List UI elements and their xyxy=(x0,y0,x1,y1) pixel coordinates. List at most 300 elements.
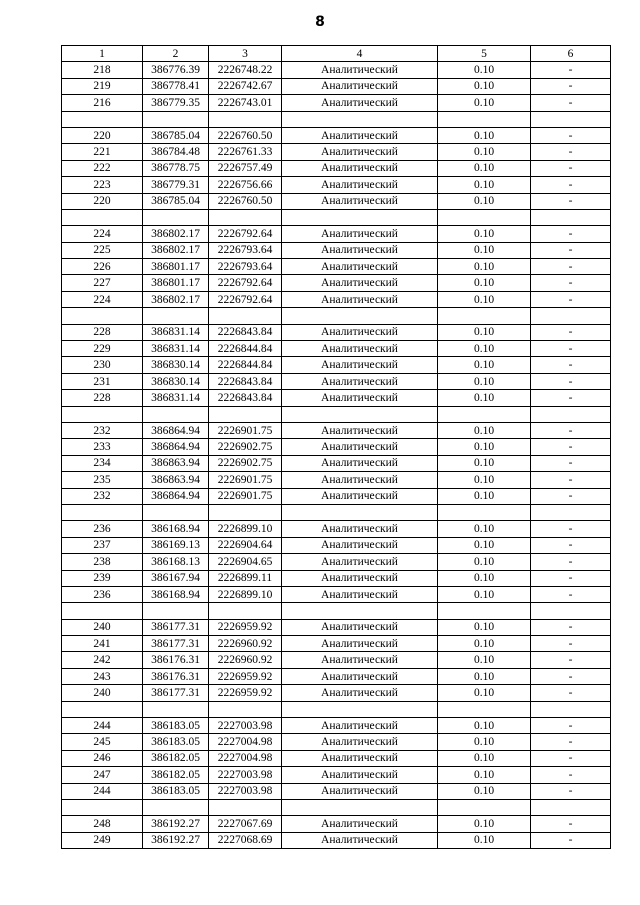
empty-cell xyxy=(282,799,438,815)
table-row xyxy=(62,750,611,766)
empty-cell xyxy=(438,799,531,815)
table-cell: - xyxy=(531,734,611,750)
table-cell: 0.10 xyxy=(438,783,531,799)
coordinates-table xyxy=(61,45,611,849)
table-cell: 2226899.10 xyxy=(209,521,282,537)
table-cell: - xyxy=(531,62,611,78)
table-cell: 2227068.69 xyxy=(209,832,282,848)
table-cell: 0.10 xyxy=(438,275,531,291)
table-cell: Аналитический xyxy=(282,652,438,668)
empty-cell xyxy=(438,308,531,324)
empty-cell xyxy=(209,308,282,324)
empty-cell xyxy=(531,111,611,127)
table-cell: Аналитический xyxy=(282,750,438,766)
table-cell: 242 xyxy=(62,652,143,668)
table-cell: 221 xyxy=(62,144,143,160)
table-cell: 386802.17 xyxy=(143,242,209,258)
empty-cell xyxy=(438,701,531,717)
table-cell: 386778.75 xyxy=(143,160,209,176)
table-row xyxy=(62,718,611,734)
table-cell: 386864.94 xyxy=(143,488,209,504)
table-row xyxy=(62,816,611,832)
table-cell: Аналитический xyxy=(282,718,438,734)
table-cell: - xyxy=(531,439,611,455)
table-row xyxy=(62,570,611,586)
table-cell: 386830.14 xyxy=(143,357,209,373)
table-cell: - xyxy=(531,488,611,504)
table-cell: - xyxy=(531,242,611,258)
table-cell: Аналитический xyxy=(282,373,438,389)
table-cell: 2226757.49 xyxy=(209,160,282,176)
table-cell: Аналитический xyxy=(282,357,438,373)
empty-cell xyxy=(143,799,209,815)
table-row xyxy=(62,619,611,635)
table-cell: 0.10 xyxy=(438,341,531,357)
table-cell: 238 xyxy=(62,554,143,570)
table-cell: 216 xyxy=(62,95,143,111)
table-cell: - xyxy=(531,832,611,848)
table-cell: Аналитический xyxy=(282,636,438,652)
table-cell: 0.10 xyxy=(438,816,531,832)
table-cell: 386801.17 xyxy=(143,275,209,291)
table-cell: Аналитический xyxy=(282,734,438,750)
table-cell: Аналитический xyxy=(282,242,438,258)
table-cell: - xyxy=(531,570,611,586)
table-cell: - xyxy=(531,193,611,209)
table-row xyxy=(62,636,611,652)
table-cell: 2226793.64 xyxy=(209,259,282,275)
column-header: 2 xyxy=(143,46,209,62)
table-cell: Аналитический xyxy=(282,62,438,78)
table-cell: 224 xyxy=(62,291,143,307)
table-cell: Аналитический xyxy=(282,472,438,488)
table-cell: 2226904.64 xyxy=(209,537,282,553)
table-cell: 386863.94 xyxy=(143,455,209,471)
table-cell: 386183.05 xyxy=(143,783,209,799)
table-cell: - xyxy=(531,685,611,701)
table-row xyxy=(62,373,611,389)
table-cell: Аналитический xyxy=(282,341,438,357)
table-cell: 0.10 xyxy=(438,439,531,455)
table-cell: 2226899.11 xyxy=(209,570,282,586)
table-cell: Аналитический xyxy=(282,570,438,586)
empty-cell xyxy=(282,701,438,717)
empty-cell xyxy=(143,111,209,127)
table-cell: 245 xyxy=(62,734,143,750)
table-cell: 235 xyxy=(62,472,143,488)
table-cell: Аналитический xyxy=(282,144,438,160)
table-cell: 0.10 xyxy=(438,750,531,766)
column-header: 6 xyxy=(531,46,611,62)
table-cell: - xyxy=(531,275,611,291)
table-cell: 2226760.50 xyxy=(209,193,282,209)
table-cell: Аналитический xyxy=(282,259,438,275)
table-cell: 386802.17 xyxy=(143,226,209,242)
table-cell: 2226902.75 xyxy=(209,455,282,471)
table-cell: 386168.94 xyxy=(143,521,209,537)
table-cell: 2226792.64 xyxy=(209,226,282,242)
table-cell: - xyxy=(531,455,611,471)
table-cell: Аналитический xyxy=(282,226,438,242)
table-row xyxy=(62,275,611,291)
table-row xyxy=(62,177,611,193)
table-cell: Аналитический xyxy=(282,521,438,537)
table-cell: - xyxy=(531,554,611,570)
table-cell: Аналитический xyxy=(282,177,438,193)
table-cell: 0.10 xyxy=(438,767,531,783)
table-cell: 0.10 xyxy=(438,636,531,652)
empty-cell xyxy=(143,406,209,422)
empty-cell xyxy=(143,603,209,619)
table-cell: 386779.31 xyxy=(143,177,209,193)
table-cell: 0.10 xyxy=(438,144,531,160)
table-cell: Аналитический xyxy=(282,439,438,455)
table-cell: 0.10 xyxy=(438,537,531,553)
group-separator-row xyxy=(62,603,611,619)
group-separator-row xyxy=(62,799,611,815)
table-cell: 386785.04 xyxy=(143,127,209,143)
table-row xyxy=(62,455,611,471)
table-cell: 386168.13 xyxy=(143,554,209,570)
empty-cell xyxy=(62,111,143,127)
table-cell: 248 xyxy=(62,816,143,832)
table-cell: 2226792.64 xyxy=(209,291,282,307)
table-cell: 0.10 xyxy=(438,373,531,389)
empty-cell xyxy=(531,308,611,324)
table-cell: 386192.27 xyxy=(143,816,209,832)
table-cell: Аналитический xyxy=(282,767,438,783)
table-cell: Аналитический xyxy=(282,668,438,684)
table-cell: 232 xyxy=(62,488,143,504)
table-cell: 225 xyxy=(62,242,143,258)
table-row xyxy=(62,127,611,143)
table-row xyxy=(62,291,611,307)
empty-cell xyxy=(209,209,282,225)
table-cell: - xyxy=(531,619,611,635)
table-row xyxy=(62,652,611,668)
empty-cell xyxy=(282,308,438,324)
table-cell: 2227004.98 xyxy=(209,750,282,766)
table-cell: 386864.94 xyxy=(143,422,209,438)
table-cell: 386831.14 xyxy=(143,324,209,340)
table-cell: 220 xyxy=(62,193,143,209)
table-cell: Аналитический xyxy=(282,783,438,799)
empty-cell xyxy=(143,504,209,520)
table-cell: - xyxy=(531,144,611,160)
table-cell: 386785.04 xyxy=(143,193,209,209)
empty-cell xyxy=(531,209,611,225)
column-header: 3 xyxy=(209,46,282,62)
table-cell: 222 xyxy=(62,160,143,176)
table-cell: 236 xyxy=(62,521,143,537)
empty-cell xyxy=(282,209,438,225)
table-cell: - xyxy=(531,177,611,193)
empty-cell xyxy=(62,701,143,717)
table-cell: 243 xyxy=(62,668,143,684)
table-cell: 386192.27 xyxy=(143,832,209,848)
table-cell: 228 xyxy=(62,390,143,406)
table-cell: 386864.94 xyxy=(143,439,209,455)
empty-cell xyxy=(62,504,143,520)
table-row xyxy=(62,62,611,78)
empty-cell xyxy=(438,504,531,520)
table-cell: 239 xyxy=(62,570,143,586)
table-cell: 226 xyxy=(62,259,143,275)
table-cell: 246 xyxy=(62,750,143,766)
table-row xyxy=(62,554,611,570)
table-cell: 2226960.92 xyxy=(209,636,282,652)
empty-cell xyxy=(282,406,438,422)
table-cell: 2226843.84 xyxy=(209,373,282,389)
group-separator-row xyxy=(62,701,611,717)
table-cell: 2226844.84 xyxy=(209,341,282,357)
table-row xyxy=(62,341,611,357)
table-cell: 2226904.65 xyxy=(209,554,282,570)
group-separator-row xyxy=(62,504,611,520)
table-cell: Аналитический xyxy=(282,619,438,635)
table-cell: 2226756.66 xyxy=(209,177,282,193)
table-cell: 0.10 xyxy=(438,177,531,193)
empty-cell xyxy=(282,603,438,619)
table-row xyxy=(62,472,611,488)
table-cell: - xyxy=(531,226,611,242)
table-cell: Аналитический xyxy=(282,95,438,111)
table-cell: 0.10 xyxy=(438,226,531,242)
table-cell: 224 xyxy=(62,226,143,242)
table-cell: 0.10 xyxy=(438,619,531,635)
table-cell: 244 xyxy=(62,783,143,799)
table-cell: 0.10 xyxy=(438,242,531,258)
table-cell: Аналитический xyxy=(282,160,438,176)
table-cell: 386784.48 xyxy=(143,144,209,160)
table-cell: Аналитический xyxy=(282,816,438,832)
table-cell: Аналитический xyxy=(282,78,438,94)
table-cell: 2227003.98 xyxy=(209,718,282,734)
table-cell: 386177.31 xyxy=(143,685,209,701)
table-row xyxy=(62,767,611,783)
table-cell: Аналитический xyxy=(282,455,438,471)
table-cell: 0.10 xyxy=(438,324,531,340)
table-cell: - xyxy=(531,390,611,406)
empty-cell xyxy=(209,111,282,127)
table-cell: 386778.41 xyxy=(143,78,209,94)
empty-cell xyxy=(209,603,282,619)
table-cell: 386167.94 xyxy=(143,570,209,586)
empty-cell xyxy=(143,701,209,717)
table-cell: 230 xyxy=(62,357,143,373)
table-cell: 2227003.98 xyxy=(209,767,282,783)
table-row xyxy=(62,439,611,455)
empty-cell xyxy=(438,209,531,225)
table-row xyxy=(62,357,611,373)
table-row xyxy=(62,78,611,94)
column-header: 4 xyxy=(282,46,438,62)
table-cell: 2226901.75 xyxy=(209,488,282,504)
table-row xyxy=(62,259,611,275)
table-cell: 2227067.69 xyxy=(209,816,282,832)
table-cell: 386182.05 xyxy=(143,750,209,766)
table-cell: - xyxy=(531,668,611,684)
table-cell: 240 xyxy=(62,619,143,635)
empty-cell xyxy=(62,308,143,324)
table-cell: 2226743.01 xyxy=(209,95,282,111)
table-header-row xyxy=(62,46,611,62)
column-header: 1 xyxy=(62,46,143,62)
empty-cell xyxy=(209,406,282,422)
table-cell: 386176.31 xyxy=(143,668,209,684)
table-cell: 2226899.10 xyxy=(209,586,282,602)
table-cell: 0.10 xyxy=(438,291,531,307)
table-cell: 0.10 xyxy=(438,668,531,684)
table-cell: 227 xyxy=(62,275,143,291)
group-separator-row xyxy=(62,209,611,225)
table-cell: - xyxy=(531,816,611,832)
table-cell: 2226960.92 xyxy=(209,652,282,668)
table-cell: 220 xyxy=(62,127,143,143)
table-cell: - xyxy=(531,259,611,275)
table-cell: 2226901.75 xyxy=(209,472,282,488)
table-row xyxy=(62,734,611,750)
table-cell: - xyxy=(531,783,611,799)
table-cell: 231 xyxy=(62,373,143,389)
group-separator-row xyxy=(62,406,611,422)
table-row xyxy=(62,144,611,160)
table-cell: 0.10 xyxy=(438,652,531,668)
table-cell: 0.10 xyxy=(438,488,531,504)
table-cell: - xyxy=(531,636,611,652)
table-cell: 386177.31 xyxy=(143,619,209,635)
table-row xyxy=(62,685,611,701)
empty-cell xyxy=(209,701,282,717)
table-cell: 0.10 xyxy=(438,685,531,701)
table-row xyxy=(62,537,611,553)
table-cell: - xyxy=(531,341,611,357)
empty-cell xyxy=(62,209,143,225)
table-cell: 237 xyxy=(62,537,143,553)
table-cell: 0.10 xyxy=(438,422,531,438)
table-cell: 232 xyxy=(62,422,143,438)
table-cell: 241 xyxy=(62,636,143,652)
table-cell: Аналитический xyxy=(282,685,438,701)
table-cell: 2226959.92 xyxy=(209,668,282,684)
table-cell: 0.10 xyxy=(438,127,531,143)
table-cell: Аналитический xyxy=(282,488,438,504)
table-cell: 2226843.84 xyxy=(209,390,282,406)
table-cell: 228 xyxy=(62,324,143,340)
table-cell: 233 xyxy=(62,439,143,455)
table-row xyxy=(62,95,611,111)
table-cell: 386831.14 xyxy=(143,390,209,406)
table-cell: 386183.05 xyxy=(143,734,209,750)
table-cell: 223 xyxy=(62,177,143,193)
table-cell: 0.10 xyxy=(438,357,531,373)
empty-cell xyxy=(143,308,209,324)
table-cell: - xyxy=(531,357,611,373)
table-cell: 2227003.98 xyxy=(209,783,282,799)
table-cell: 2226760.50 xyxy=(209,127,282,143)
table-cell: 2226959.92 xyxy=(209,619,282,635)
table-cell: 2226843.84 xyxy=(209,324,282,340)
table-cell: 2226761.33 xyxy=(209,144,282,160)
table-cell: 0.10 xyxy=(438,554,531,570)
table-cell: 240 xyxy=(62,685,143,701)
table-row xyxy=(62,324,611,340)
table-cell: 2226748.22 xyxy=(209,62,282,78)
table-cell: 0.10 xyxy=(438,78,531,94)
table-cell: 386801.17 xyxy=(143,259,209,275)
table-cell: Аналитический xyxy=(282,422,438,438)
table-cell: 0.10 xyxy=(438,259,531,275)
table-cell: 0.10 xyxy=(438,455,531,471)
table-cell: Аналитический xyxy=(282,193,438,209)
table-cell: 249 xyxy=(62,832,143,848)
group-separator-row xyxy=(62,308,611,324)
empty-cell xyxy=(438,111,531,127)
table-cell: - xyxy=(531,78,611,94)
empty-cell xyxy=(531,406,611,422)
table-cell: 0.10 xyxy=(438,586,531,602)
table-cell: - xyxy=(531,750,611,766)
table-cell: 229 xyxy=(62,341,143,357)
table-cell: - xyxy=(531,95,611,111)
table-cell: 2226901.75 xyxy=(209,422,282,438)
table-cell: 234 xyxy=(62,455,143,471)
empty-cell xyxy=(531,603,611,619)
empty-cell xyxy=(282,111,438,127)
table-cell: - xyxy=(531,127,611,143)
table-row xyxy=(62,390,611,406)
table-cell: 386168.94 xyxy=(143,586,209,602)
empty-cell xyxy=(209,504,282,520)
table-cell: 0.10 xyxy=(438,734,531,750)
table-cell: 386177.31 xyxy=(143,636,209,652)
table-row xyxy=(62,668,611,684)
table-cell: 386802.17 xyxy=(143,291,209,307)
empty-cell xyxy=(62,603,143,619)
empty-cell xyxy=(62,799,143,815)
empty-cell xyxy=(531,799,611,815)
table-cell: 386176.31 xyxy=(143,652,209,668)
table-cell: - xyxy=(531,160,611,176)
empty-cell xyxy=(531,504,611,520)
column-header: 5 xyxy=(438,46,531,62)
table-cell: 386776.39 xyxy=(143,62,209,78)
empty-cell xyxy=(62,406,143,422)
table-cell: - xyxy=(531,718,611,734)
table-cell: 2226793.64 xyxy=(209,242,282,258)
table-cell: - xyxy=(531,324,611,340)
table-cell: 0.10 xyxy=(438,472,531,488)
table-cell: 2226844.84 xyxy=(209,357,282,373)
table-cell: Аналитический xyxy=(282,832,438,848)
table-cell: 386779.35 xyxy=(143,95,209,111)
table-cell: Аналитический xyxy=(282,554,438,570)
table-cell: 0.10 xyxy=(438,718,531,734)
table-cell: 2226902.75 xyxy=(209,439,282,455)
table-cell: - xyxy=(531,586,611,602)
table-cell: 2226959.92 xyxy=(209,685,282,701)
table-row xyxy=(62,488,611,504)
table-cell: Аналитический xyxy=(282,127,438,143)
table-cell: 0.10 xyxy=(438,521,531,537)
table-cell: - xyxy=(531,537,611,553)
table-cell: Аналитический xyxy=(282,291,438,307)
table-cell: 244 xyxy=(62,718,143,734)
table-cell: - xyxy=(531,767,611,783)
table-cell: - xyxy=(531,291,611,307)
table-cell: Аналитический xyxy=(282,390,438,406)
empty-cell xyxy=(438,603,531,619)
